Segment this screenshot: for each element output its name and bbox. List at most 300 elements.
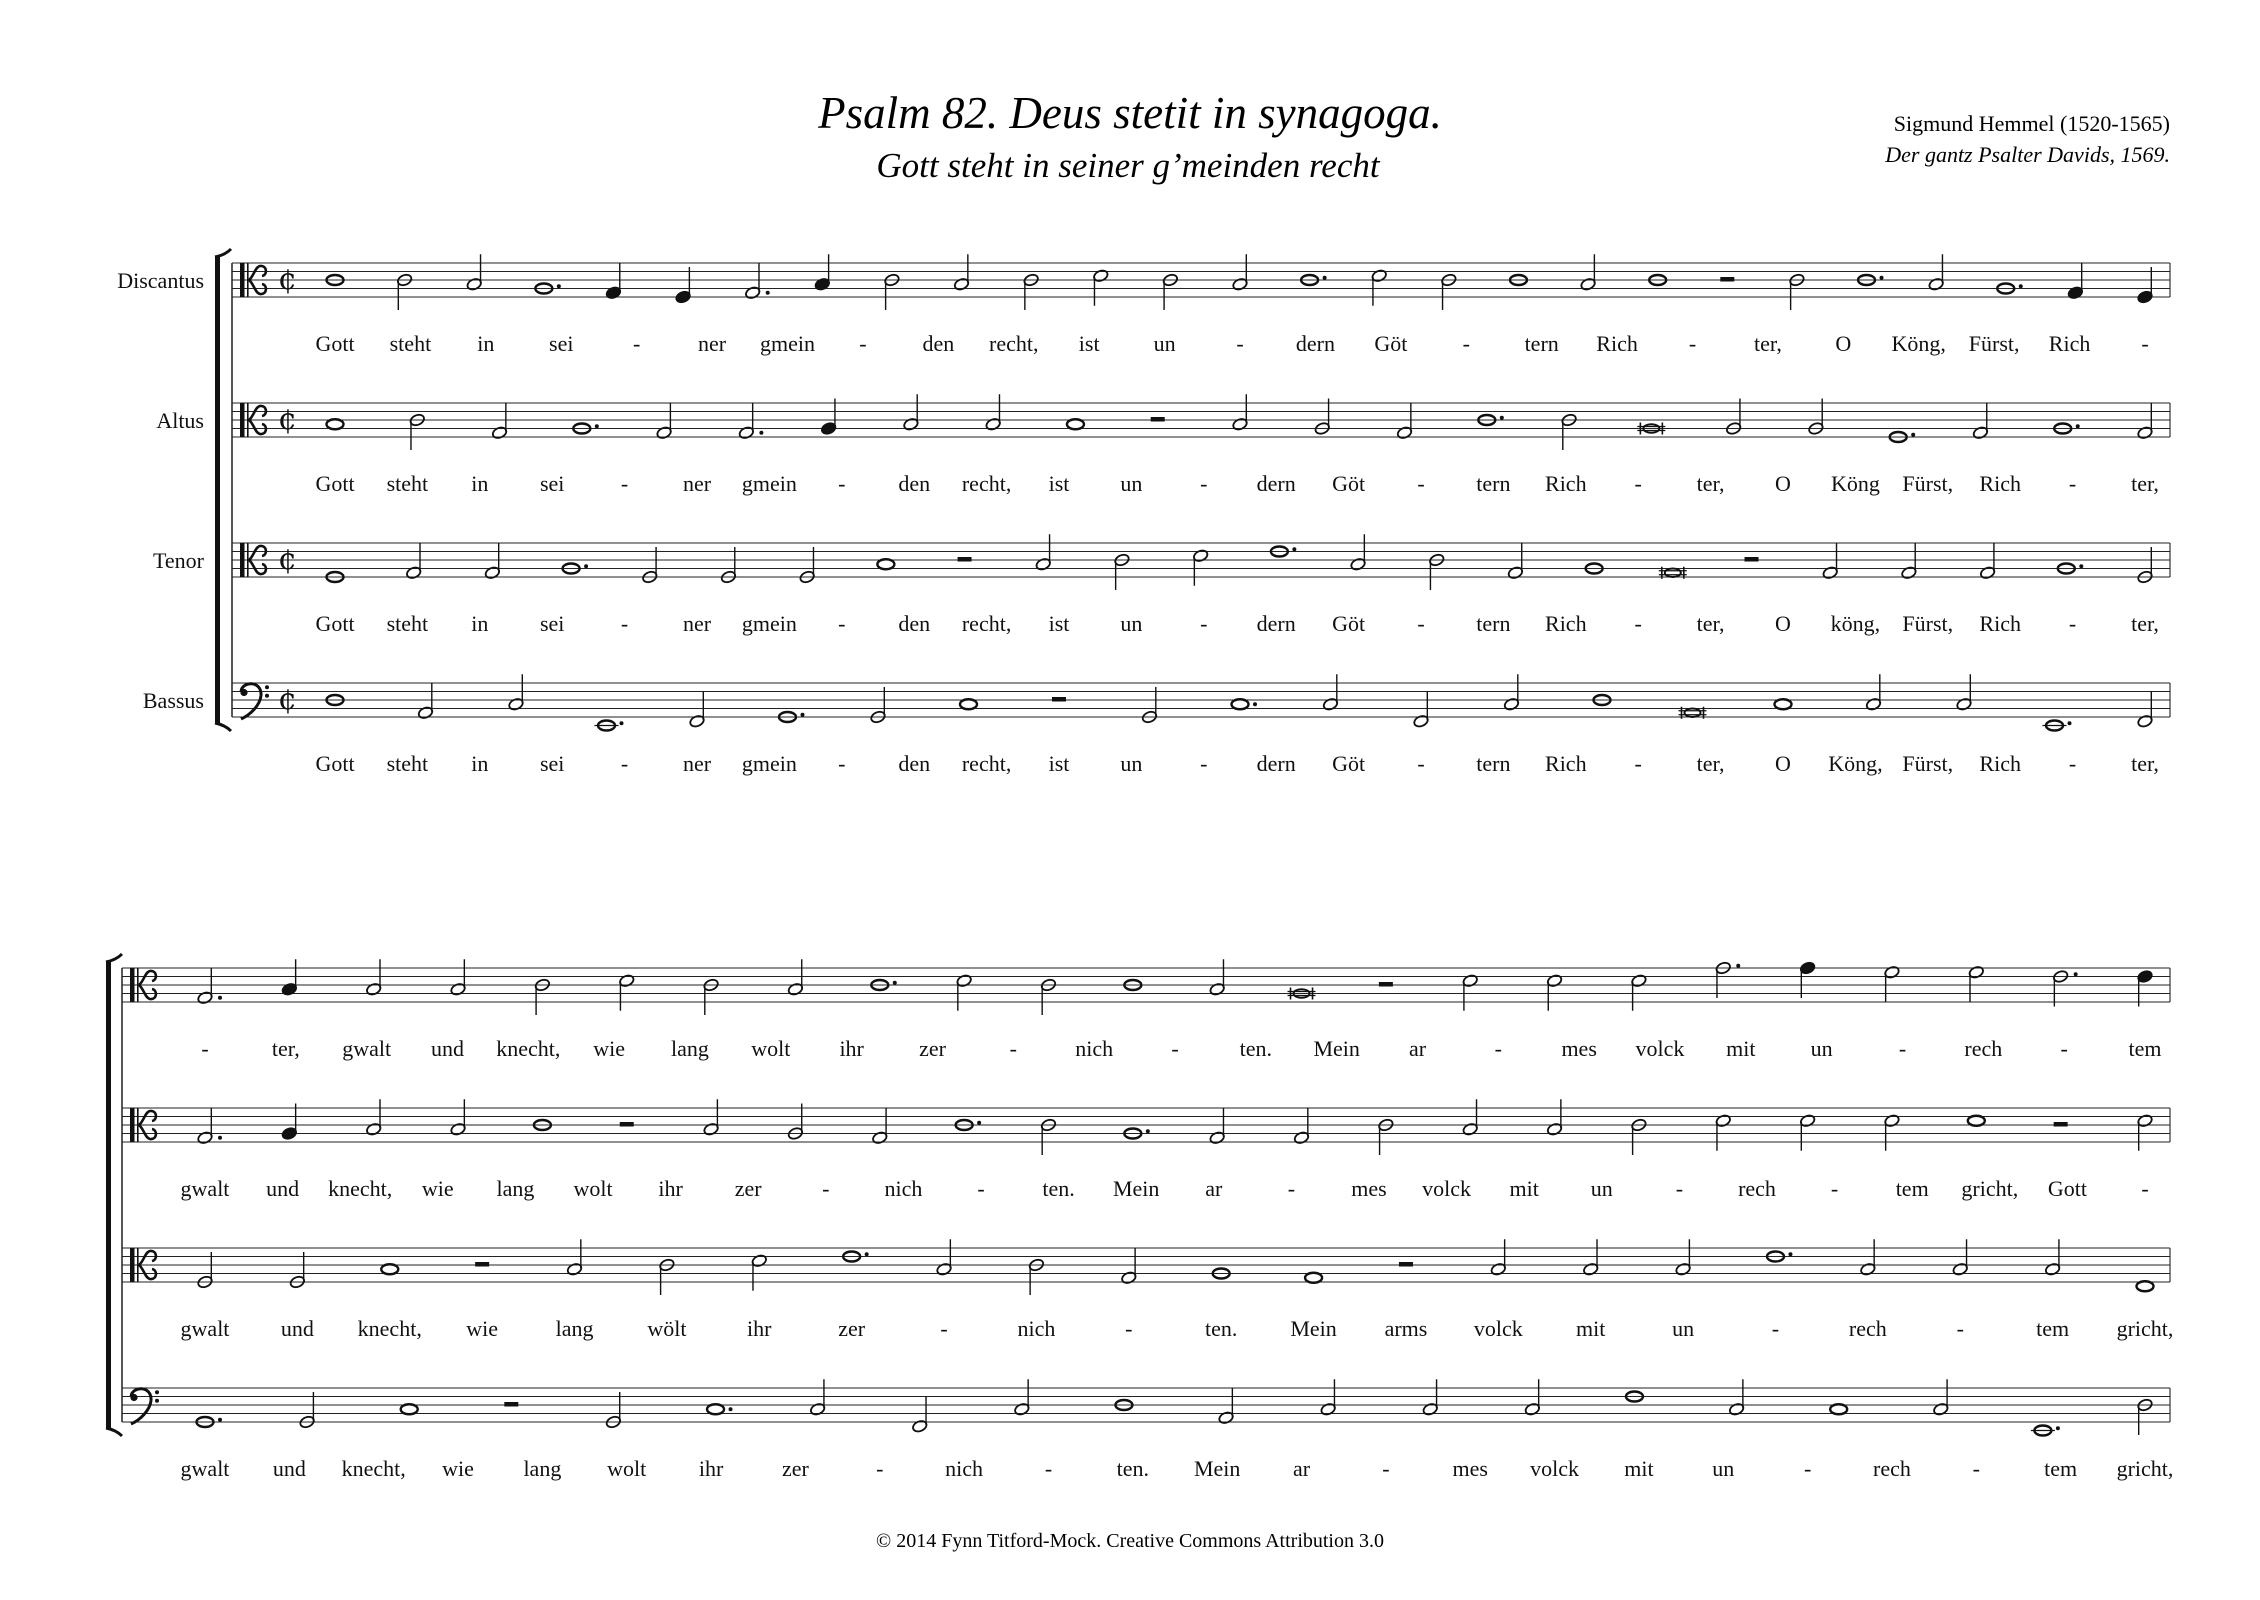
rest <box>620 1122 634 1127</box>
lyrics-line <box>201 1036 2161 1061</box>
note <box>641 547 658 584</box>
rest <box>1720 277 1734 282</box>
note <box>1114 553 1131 590</box>
note <box>281 959 298 996</box>
note <box>401 1404 418 1414</box>
lyric-syllable: - <box>620 611 629 636</box>
note <box>1725 399 1742 436</box>
lyric-syllable: recht, <box>961 471 1012 496</box>
lyric-syllable: wolt <box>607 1456 647 1481</box>
lyric-syllable: gwalt <box>180 1456 230 1481</box>
note <box>1865 674 1882 711</box>
lyric-syllable: lang <box>496 1176 535 1201</box>
lyric-syllable: ter, <box>2131 611 2159 636</box>
lyric-syllable: - <box>620 471 629 496</box>
note <box>1580 254 1597 291</box>
lyric-syllable: - <box>1200 471 1208 496</box>
note <box>707 1404 733 1414</box>
note <box>1979 543 1996 580</box>
lyric-syllable: O <box>1775 611 1791 636</box>
note <box>2052 969 2077 1006</box>
lyric-syllable: steht <box>386 751 429 776</box>
lyric-syllable: zer <box>782 1456 809 1481</box>
lyric-syllable: Fürst, <box>1968 331 2020 356</box>
note <box>1305 1273 1322 1283</box>
lyric-syllable: ten. <box>1239 1036 1273 1061</box>
lyric-syllable: gricht, <box>1961 1176 2019 1201</box>
note <box>508 674 525 711</box>
lyric-syllable: recht, <box>989 331 1039 356</box>
note <box>450 959 467 996</box>
note <box>720 547 737 584</box>
lyric-syllable: un <box>1120 471 1143 496</box>
lyric-syllable: - <box>1898 1036 1907 1061</box>
rest <box>475 1262 489 1267</box>
lyric-syllable: - <box>1417 751 1425 776</box>
lyric-syllable: knecht, <box>496 1036 561 1061</box>
lyric-syllable: ter, <box>1754 331 1782 356</box>
lyric-syllable: knecht, <box>357 1316 422 1341</box>
lyric-syllable: und <box>280 1316 314 1341</box>
note <box>820 399 837 436</box>
lyric-syllable: arms <box>1384 1316 1428 1341</box>
lyric-syllable: - <box>1236 331 1244 356</box>
lyric-syllable: zer <box>838 1316 866 1341</box>
note <box>960 699 977 709</box>
lyric-syllable: volck <box>1473 1316 1523 1341</box>
lyric-syllable: ter, <box>271 1036 300 1061</box>
rest <box>958 557 972 562</box>
note <box>327 419 344 429</box>
note <box>2137 267 2154 304</box>
staff-tenor <box>153 534 2170 636</box>
lyric-syllable: - <box>2060 1036 2068 1061</box>
note <box>405 543 422 580</box>
lyric-syllable: Köng <box>1830 471 1880 496</box>
lyric-syllable: - <box>977 1176 985 1201</box>
lyric-syllable: Rich <box>1545 751 1587 776</box>
note <box>2137 403 2154 440</box>
note <box>1232 254 1249 291</box>
lyric-syllable: tern <box>1476 471 1511 496</box>
note <box>689 691 706 728</box>
lyric-syllable: volck <box>1635 1036 1685 1061</box>
note <box>1546 1099 1563 1136</box>
note <box>2067 263 2084 300</box>
lyric-syllable: - <box>1044 1456 1053 1481</box>
note <box>956 974 973 1011</box>
note <box>1218 1388 1235 1425</box>
note <box>703 1099 720 1136</box>
note <box>1121 1248 1138 1285</box>
lyric-syllable: ist <box>1048 751 1070 776</box>
lyric-syllable: mit <box>1576 1316 1606 1341</box>
lyric-syllable: mes <box>1561 1036 1597 1061</box>
lyric-syllable: lang <box>523 1456 562 1481</box>
note <box>1293 1108 1310 1145</box>
note <box>1441 273 1458 310</box>
lyrics-line <box>181 1316 2174 1341</box>
lyric-syllable: ter, <box>1696 611 1725 636</box>
note <box>871 1108 888 1145</box>
system-1 <box>117 249 2170 776</box>
lyric-syllable: ihr <box>698 1456 724 1481</box>
note <box>595 721 624 731</box>
lyric-syllable: O <box>1835 331 1852 356</box>
note <box>1830 1404 1847 1414</box>
lyric-syllable: tem <box>2036 1316 2070 1341</box>
note <box>1014 1379 1031 1416</box>
lyric-syllable: - <box>838 751 846 776</box>
lyric-syllable: tern <box>1524 331 1559 356</box>
note <box>787 1104 804 1141</box>
time-signature-icon: ¢ <box>278 542 298 577</box>
note <box>2043 721 2072 731</box>
voice-label: Discantus <box>117 268 204 293</box>
lyric-syllable: mes <box>1452 1456 1488 1481</box>
note <box>466 254 483 291</box>
lyric-syllable: den <box>922 331 955 356</box>
lyric-syllable: - <box>1200 611 1208 636</box>
lyric-syllable: ter, <box>1696 751 1725 776</box>
lyric-syllable: - <box>1688 331 1697 356</box>
note <box>1035 534 1052 571</box>
note <box>2031 1426 2060 1436</box>
lyric-syllable: gmein <box>741 751 797 776</box>
lyric-syllable: gwalt <box>342 1036 392 1061</box>
lyric-syllable: - <box>1382 1456 1390 1481</box>
lyric-syllable: steht <box>389 331 432 356</box>
note <box>618 974 635 1011</box>
lyric-syllable: sei <box>539 471 565 496</box>
system-bracket <box>106 962 111 1428</box>
lyric-syllable: Gott <box>315 331 355 356</box>
lyric-syllable: wölt <box>647 1316 687 1341</box>
lyric-syllable: Gott <box>315 611 355 636</box>
note <box>1675 1239 1692 1276</box>
lyric-syllable: un <box>1120 611 1143 636</box>
note <box>1956 674 1973 711</box>
rest <box>1745 557 1759 562</box>
lyric-syllable: dern <box>1295 331 1335 356</box>
lyric-syllable: ar <box>1292 1456 1311 1481</box>
note <box>1884 965 1901 1002</box>
staff-voice-2 <box>122 1099 2170 1201</box>
lyric-syllable: nich <box>945 1456 984 1481</box>
note <box>1933 1379 1950 1416</box>
note <box>1462 974 1479 1011</box>
lyric-syllable: - <box>1972 1456 1980 1481</box>
lyric-syllable: - <box>1494 1036 1502 1061</box>
system-2 <box>106 954 2173 1481</box>
lyric-syllable: ter, <box>1696 471 1725 496</box>
rest <box>1052 697 1066 702</box>
lyric-syllable: - <box>2068 751 2077 776</box>
staff-altus <box>156 394 2170 496</box>
lyric-syllable: - <box>1417 471 1425 496</box>
note <box>1040 1118 1057 1155</box>
bass-clef-icon <box>240 684 269 719</box>
note <box>197 1252 214 1289</box>
lyric-syllable: wolt <box>573 1176 613 1201</box>
lyric-syllable: ter, <box>2131 471 2159 496</box>
lyric-syllable: - <box>1200 751 1208 776</box>
lyric-syllable: - <box>1009 1036 1017 1061</box>
lyric-syllable: steht <box>386 611 429 636</box>
lyric-syllable: tem <box>2044 1456 2078 1481</box>
lyric-syllable: den <box>898 751 931 776</box>
note <box>1507 543 1524 580</box>
lyric-syllable: Göt <box>1332 611 1366 636</box>
note <box>2137 547 2154 584</box>
note <box>1209 1108 1226 1145</box>
lyric-syllable: in <box>471 751 489 776</box>
note <box>985 394 1002 431</box>
note <box>1428 553 1445 590</box>
note <box>744 263 769 300</box>
note <box>1631 1118 1648 1155</box>
lyric-syllable: tern <box>1476 751 1511 776</box>
rest <box>1151 417 1165 422</box>
music-systems <box>106 249 2173 1481</box>
lyric-syllable: wolt <box>751 1036 791 1061</box>
lyric-syllable: ihr <box>747 1316 772 1341</box>
note <box>1320 1379 1337 1416</box>
note <box>884 273 901 310</box>
lyric-syllable: nich <box>884 1176 923 1201</box>
note <box>2137 1398 2154 1435</box>
note <box>1928 254 1945 291</box>
lyric-syllable: recht, <box>961 611 1012 636</box>
lyric-syllable: volck <box>1530 1456 1580 1481</box>
note <box>534 978 551 1015</box>
lyric-syllable: gmein <box>760 331 815 356</box>
lyric-syllable: gwalt <box>180 1176 230 1201</box>
note <box>491 403 508 440</box>
lyric-syllable: - <box>838 611 846 636</box>
note <box>1715 961 1740 998</box>
lyric-syllable: ner <box>682 471 712 496</box>
note <box>1799 1114 1816 1151</box>
lyric-syllable: wie <box>421 1176 454 1201</box>
note <box>1972 403 1989 440</box>
lyric-syllable: nich <box>1075 1036 1114 1061</box>
staff-discantus <box>117 254 2170 356</box>
lyric-syllable: ist <box>1078 331 1100 356</box>
note <box>396 273 413 310</box>
note <box>751 1254 768 1291</box>
lyric-syllable: sei <box>549 331 574 356</box>
system-bracket <box>215 257 220 723</box>
lyric-syllable: - <box>1462 331 1470 356</box>
lyric-syllable: ar <box>1205 1176 1223 1201</box>
lyric-syllable: knecht, <box>341 1456 406 1481</box>
note <box>2137 691 2154 728</box>
lyric-syllable: - <box>940 1316 948 1341</box>
lyric-syllable: Mein <box>1313 1036 1360 1061</box>
voice-label: Bassus <box>142 688 204 713</box>
lyric-syllable: - <box>1771 1316 1780 1341</box>
lyric-syllable: rech <box>1738 1176 1776 1201</box>
lyric-syllable: - <box>876 1456 884 1481</box>
lyrics-line <box>181 1176 2149 1201</box>
note <box>1952 1239 1969 1276</box>
note <box>2137 969 2154 1006</box>
rest <box>1399 1262 1413 1267</box>
lyric-syllable: Göt <box>1374 331 1408 356</box>
lyric-syllable: Mein <box>1112 1176 1160 1201</box>
lyric-syllable: nich <box>1017 1316 1056 1341</box>
lyric-syllable: wie <box>442 1456 474 1481</box>
lyric-syllable: un <box>1120 751 1143 776</box>
lyric-syllable: ihr <box>839 1036 864 1061</box>
lyric-syllable: - <box>1634 751 1642 776</box>
note <box>365 959 382 996</box>
lyric-syllable: köng, <box>1830 611 1881 636</box>
lyric-syllable: dern <box>1256 611 1296 636</box>
lyric-syllable: den <box>898 471 931 496</box>
lyric-syllable: lang <box>671 1036 709 1061</box>
score-subtitle: Gott steht in seiner g’meinden recht <box>876 146 1380 185</box>
lyric-syllable: - <box>1634 471 1642 496</box>
lyric-syllable: - <box>1171 1036 1179 1061</box>
lyric-syllable: Göt <box>1332 471 1366 496</box>
lyric-syllable: un <box>1153 331 1176 356</box>
note <box>1789 273 1806 310</box>
lyric-syllable: ten. <box>1204 1316 1238 1341</box>
lyric-syllable: gmein <box>741 611 797 636</box>
lyric-syllable: - <box>859 331 867 356</box>
lyric-syllable: ner <box>698 331 727 356</box>
note <box>1232 394 1249 431</box>
lyrics-line <box>315 611 2158 636</box>
lyric-syllable: Rich <box>1596 331 1638 356</box>
lyric-syllable: wie <box>466 1316 499 1341</box>
note <box>381 1264 398 1274</box>
lyric-syllable: Gott <box>315 471 355 496</box>
lyric-syllable: dern <box>1256 751 1296 776</box>
note <box>877 559 894 569</box>
lyric-syllable: - <box>1956 1316 1964 1341</box>
note <box>1715 1114 1732 1151</box>
staff-voice-4 <box>122 1379 2173 1481</box>
lyric-syllable: Köng, <box>1828 751 1883 776</box>
note <box>1775 699 1792 709</box>
note <box>703 978 720 1015</box>
lyric-syllable: - <box>1417 611 1425 636</box>
note <box>409 413 426 450</box>
lyrics-line <box>315 751 2158 776</box>
lyric-syllable: - <box>2141 1176 2149 1201</box>
score-title: Psalm 82. Deus stetit in synagoga. <box>818 88 1442 138</box>
staff-bassus <box>143 674 2170 776</box>
note <box>2044 1239 2061 1276</box>
note <box>1413 691 1430 728</box>
note <box>1822 543 1839 580</box>
note <box>197 1108 222 1145</box>
lyric-syllable: gmein <box>741 471 797 496</box>
lyric-syllable: - <box>1803 1456 1812 1481</box>
lyric-syllable: - <box>2068 611 2077 636</box>
lyric-syllable: - <box>633 331 641 356</box>
note <box>656 403 673 440</box>
note <box>903 394 920 431</box>
note <box>1067 419 1084 429</box>
voice-label: Altus <box>156 408 204 433</box>
note <box>1968 1116 1985 1126</box>
lyric-syllable: tern <box>1476 611 1511 636</box>
lyric-syllable: Mein <box>1193 1456 1241 1481</box>
note <box>417 683 434 720</box>
lyric-syllable: mit <box>1624 1456 1654 1481</box>
time-signature-icon: ¢ <box>278 262 298 297</box>
lyric-syllable: ner <box>682 611 712 636</box>
lyric-syllable: in <box>471 471 489 496</box>
note <box>1092 269 1109 306</box>
lyric-syllable: zer <box>919 1036 946 1061</box>
note <box>2137 1281 2154 1291</box>
lyric-syllable: tem <box>1895 1176 1929 1201</box>
note <box>675 267 692 304</box>
lyric-syllable: - <box>1125 1316 1133 1341</box>
lyric-syllable: mit <box>1726 1036 1756 1061</box>
note <box>1728 1379 1745 1416</box>
lyric-syllable: zer <box>734 1176 762 1201</box>
note <box>1162 273 1179 310</box>
note <box>1396 403 1413 440</box>
note <box>659 1258 676 1295</box>
note <box>1028 1258 1045 1295</box>
lyric-syllable: gricht, <box>2116 1456 2174 1481</box>
lyric-syllable: tem <box>2128 1036 2162 1061</box>
note <box>1799 961 1816 998</box>
lyric-syllable: recht, <box>961 751 1012 776</box>
lyric-syllable: Gott <box>2047 1176 2087 1201</box>
note <box>870 687 887 724</box>
lyric-syllable: Rich <box>1545 471 1587 496</box>
lyric-syllable: mit <box>1509 1176 1539 1201</box>
note <box>936 1239 953 1276</box>
lyric-syllable: ten. <box>1116 1456 1150 1481</box>
lyric-syllable: ist <box>1048 471 1070 496</box>
note <box>1378 1118 1395 1155</box>
lyric-syllable: ner <box>682 751 712 776</box>
note <box>1524 1379 1541 1416</box>
note <box>1546 974 1563 1011</box>
lyric-syllable: - <box>201 1036 209 1061</box>
lyric-syllable: in <box>471 611 489 636</box>
lyric-syllable: Rich <box>1979 471 2021 496</box>
lyric-syllable: - <box>1675 1176 1684 1201</box>
time-signature-icon: ¢ <box>278 682 298 717</box>
note <box>809 1379 826 1416</box>
note <box>2137 1114 2154 1151</box>
rest <box>2054 1122 2068 1127</box>
composer-credit: Sigmund Hemmel (1520-1565) <box>1893 111 2170 136</box>
note <box>787 959 804 996</box>
lyric-syllable: dern <box>1256 471 1296 496</box>
note <box>365 1099 382 1136</box>
lyric-syllable: - <box>620 751 629 776</box>
lyric-syllable: Köng, <box>1891 331 1946 356</box>
lyric-syllable: Fürst, <box>1902 611 1954 636</box>
lyric-syllable: gwalt <box>180 1316 230 1341</box>
lyric-syllable: und <box>272 1456 306 1481</box>
lyric-syllable: un <box>1672 1316 1695 1341</box>
note <box>1884 1114 1901 1151</box>
note <box>605 263 622 300</box>
lyric-syllable: un <box>1810 1036 1833 1061</box>
